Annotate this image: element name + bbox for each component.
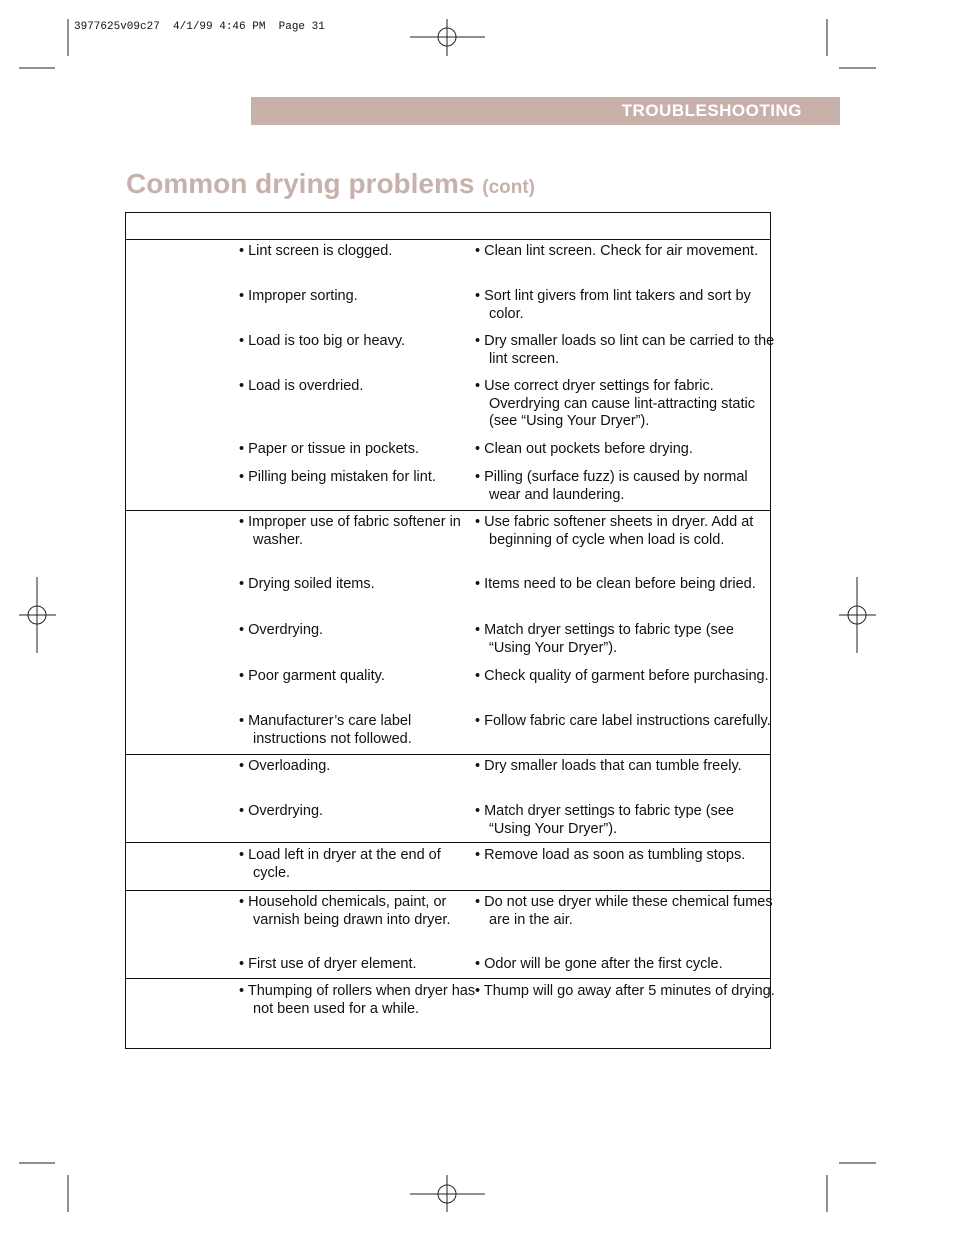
registration-target-right — [839, 577, 876, 653]
cause-cell: • Overloading. — [239, 758, 331, 774]
cause-cell: • Load is too big or heavy. — [239, 333, 406, 349]
solution-cell: • Clean lint screen. Check for air movement. — [475, 243, 759, 259]
solution-cell: • Odor will be gone after the first cycle. — [475, 956, 723, 972]
cause-cell: • Overdrying. — [239, 803, 324, 819]
solution-cell: • Use fabric softener sheets in dryer. Add at beginning of cycle when load is cold. — [475, 514, 754, 548]
cause-cell: • Overdrying. — [239, 622, 324, 638]
solution-cell: • Match dryer settings to fabric type (see “Using Your Dryer”). — [475, 803, 734, 837]
solution-cell: • Follow fabric care label instructions carefully. — [475, 713, 771, 729]
solution-cell: • Remove load as soon as tumbling stops. — [475, 847, 746, 863]
cause-cell: • Load is overdried. — [239, 378, 364, 394]
solution-cell: • Use correct dryer settings for fabric. Overdrying can cause lint-attracting static (see “Using Your Dryer”). — [475, 378, 755, 429]
problem-group — [126, 755, 770, 843]
solution-cell: • Clean out pockets before drying. — [475, 441, 693, 457]
page-title — [126, 168, 535, 200]
cause-cell: • Paper or tissue in pockets. — [239, 441, 419, 457]
cause-cell: • Lint screen is clogged. — [239, 243, 393, 259]
problem-group — [126, 511, 770, 755]
cause-cell: • Load left in dryer at the end of cycle. — [239, 847, 441, 881]
section-banner-label: TROUBLESHOOTING — [621, 101, 802, 120]
problem-group — [126, 843, 770, 891]
table-header-row — [126, 213, 770, 240]
solution-cell: • Dry smaller loads that can tumble freely. — [475, 758, 742, 774]
solution-cell: • Pilling (surface fuzz) is caused by normal wear and laundering. — [475, 469, 748, 503]
page-title-main: Common drying problems — [126, 168, 475, 199]
print-slug: 3977625v09c27 4/1/99 4:46 PM Page 31 — [74, 21, 325, 33]
troubleshooting-table — [125, 212, 775, 1049]
solution-cell: • Check quality of garment before purchasing. — [475, 668, 769, 684]
cause-cell: • Improper sorting. — [239, 288, 358, 304]
cause-cell: • Manufacturer’s care label instructions not followed. — [239, 713, 412, 747]
problem-group — [126, 240, 775, 511]
solution-cell: • Thump will go away after 5 minutes of drying. — [475, 983, 775, 999]
solution-cell: • Sort lint givers from lint takers and sort by color. — [475, 288, 751, 322]
solution-cell: • Items need to be clean before being dried. — [475, 576, 756, 592]
cause-cell: • Thumping of rollers when dryer has not been used for a while. — [239, 983, 476, 1017]
registration-target-left — [19, 577, 56, 653]
section-banner — [251, 97, 840, 125]
cause-cell: • Poor garment quality. — [239, 668, 385, 684]
registration-target-bottom — [410, 1175, 485, 1212]
page-title-suffix: (cont) — [482, 177, 536, 198]
problem-group — [126, 979, 775, 1049]
solution-cell: • Match dryer settings to fabric type (see “Using Your Dryer”). — [475, 622, 734, 656]
cause-cell: • Improper use of fabric softener in washer. — [239, 514, 461, 548]
cause-cell: • Household chemicals, paint, or varnish being drawn into dryer. — [239, 894, 451, 928]
solution-cell: • Do not use dryer while these chemical fumes are in the air. — [475, 894, 773, 928]
problem-group — [126, 891, 773, 979]
cause-cell: • Pilling being mistaken for lint. — [239, 469, 436, 485]
cause-cell: • First use of dryer element. — [239, 956, 417, 972]
cause-cell: • Drying soiled items. — [239, 576, 375, 592]
solution-cell: • Dry smaller loads so lint can be carried to the lint screen. — [475, 333, 775, 367]
registration-target-top — [410, 19, 485, 56]
